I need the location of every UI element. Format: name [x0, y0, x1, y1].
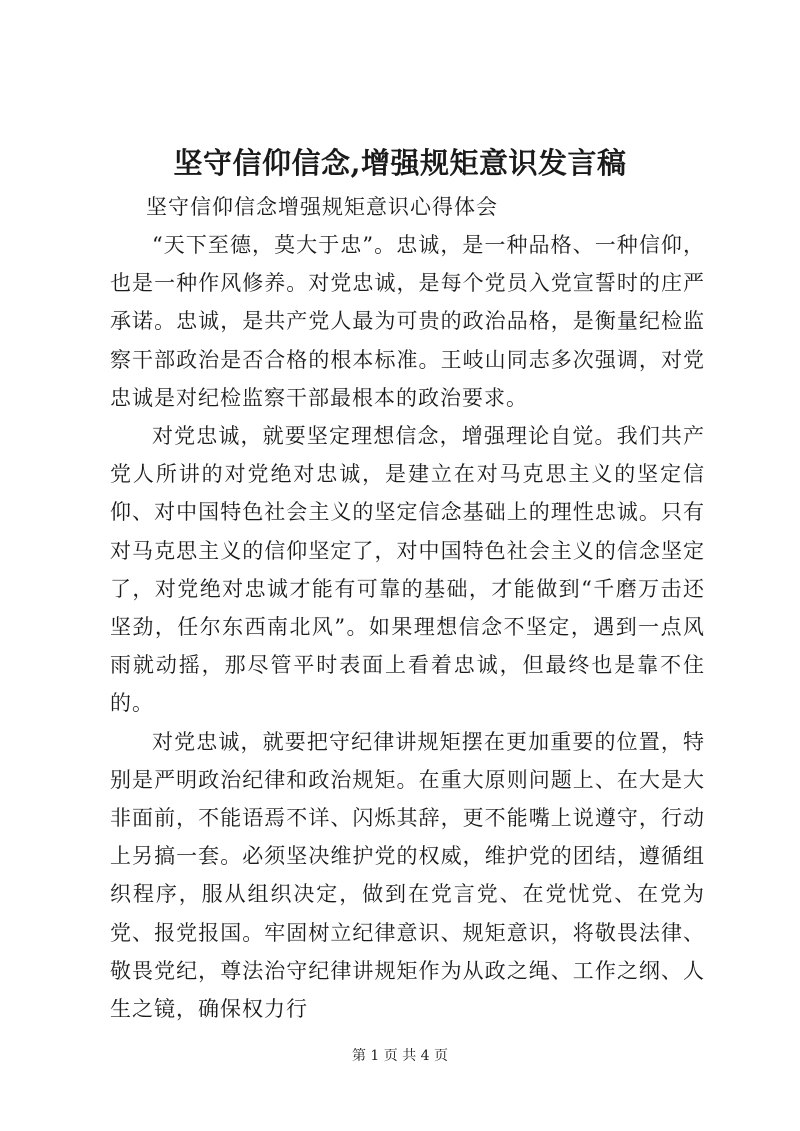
page-number-footer: 第 1 页 共 4 页: [351, 1048, 449, 1064]
paragraph-2: 对党忠诚，就要坚定理想信念，增强理论自觉。我们共产党人所讲的对党绝对忠诚，是建立在对马克思主义的坚定信仰、对中国特色社会主义的坚定信念基础上的理性忠诚。只有对马克思主义的信仰坚定了，对中国特色社会主义的信念坚定了，对党绝对忠诚才能有可靠的基础，才能做到“千磨万击还坚劲，任尔东西南北风”。如果理想信念不坚定，遇到一点风雨就动摇，那尽管平时表面上看着忠诚，但最终也是靠不住的。: [110, 424, 705, 716]
document-subtitle: 坚守信仰信念增强规矩意识心得体会: [146, 195, 498, 219]
document-title: 坚守信仰信念,增强规矩意识发言稿: [173, 146, 627, 180]
paragraph-1: “天下至德，莫大于忠”。忠诚，是一种品格、一种信仰，也是一种作风修养。对党忠诚，是每个党员入党宣誓时的庄严承诺。忠诚，是共产党人最为可贵的政治品格，是衡量纪检监察干部政治是否合格的根本标准。王岐山同志多次强调，对党忠诚是对纪检监察干部最根本的政治要求。: [110, 233, 705, 410]
paragraph-3: 对党忠诚，就要把守纪律讲规矩摆在更加重要的位置，特别是严明政治纪律和政治规矩。在重大原则问题上、在大是大非面前，不能语焉不详、闪烁其辞，更不能嘴上说遵守，行动上另搞一套。必须坚决维护党的权威，维护党的团结，遵循组织程序，服从组织决定，做到在党言党、在党忧党、在党为党、报党报国。牢固树立纪律意识、规矩意识，将敬畏法律、敬畏党纪，尊法治守纪律讲规矩作为从政之绳、工作之纲、人生之镜，确保权力行: [110, 729, 705, 1022]
document-body: [110, 188, 705, 1028]
